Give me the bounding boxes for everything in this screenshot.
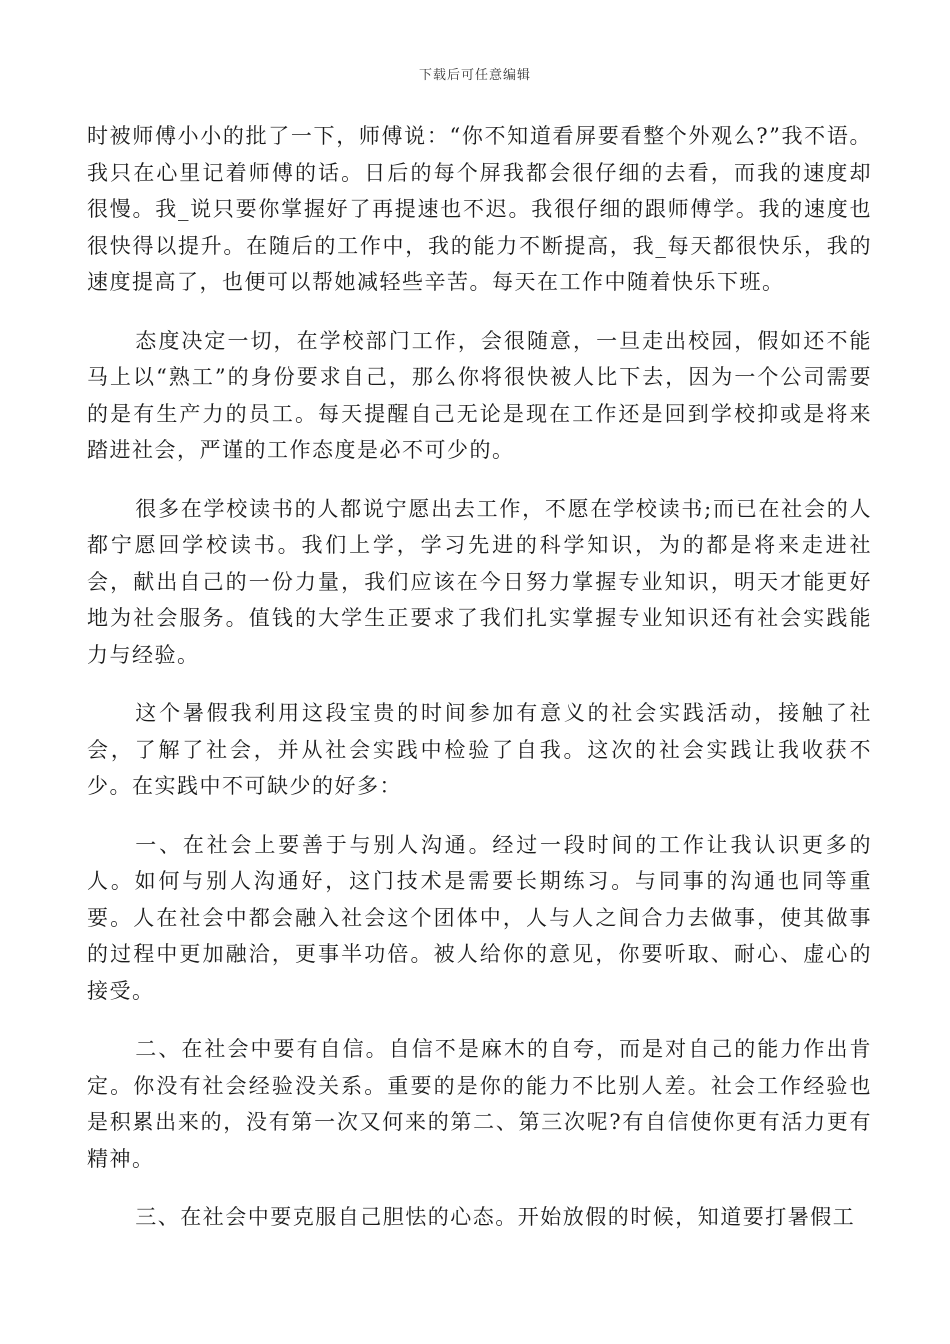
paragraph-3: 很多在学校读书的人都说宁愿出去工作，不愿在学校读书;而已在社会的人都宁愿回学校读书。我们上学，学习先进的科学知识，为的都是将来走进社会，献出自己的一份力量，我们应该在今日努力掌握专业知识，明天才能更好地为社会服务。值钱的大学生正要求了我们扎实掌握专业知识还有社会实践能力与经验。 xyxy=(87,496,872,667)
page-header: 下载后可任意编辑 xyxy=(418,68,531,83)
paragraph-5: 一、在社会上要善于与别人沟通。经过一段时间的工作让我认识更多的人。如何与别人沟通好，这门技术是需要长期练习。与同事的沟通也同等重要。人在社会中都会融入社会这个团体中，人与人之间合力去做事，使其做事的过程中更加融洽，更事半功倍。被人给你的意见，你要听取、耐心、虚心的接受。 xyxy=(87,832,872,1003)
document-body xyxy=(87,118,872,1258)
paragraph-2: 态度决定一切，在学校部门工作，会很随意，一旦走出校园，假如还不能马上以“熟工”的身份要求自己，那么你将很快被人比下去，因为一个公司需要的是有生产力的员工。每天提醒自己无论是现在工作还是回到学校抑或是将来踏进社会，严谨的工作态度是必不可少的。 xyxy=(87,328,872,462)
paragraph-6: 二、在社会中要有自信。自信不是麻木的自夸，而是对自己的能力作出肯定。你没有社会经验没关系。重要的是你的能力不比别人差。社会工作经验也是积累出来的，没有第一次又何来的第二、第三次呢?有自信使你更有活力更有精神。 xyxy=(87,1037,872,1171)
paragraph-4: 这个暑假我利用这段宝贵的时间参加有意义的社会实践活动，接触了社会，了解了社会，并从社会实践中检验了自我。这次的社会实践让我收获不少。在实践中不可缺少的好多： xyxy=(87,701,872,798)
paragraph-1: 时被师傅小小的批了一下，师傅说：“你不知道看屏要看整个外观么?”我不语。我只在心里记着师傅的话。日后的每个屏我都会很仔细的去看，而我的速度却很慢。我_说只要你掌握好了再提速也不迟。我很仔细的跟师傅学。我的速度也很快得以提升。在随后的工作中，我的能力不断提高，我_每天都很快乐，我的速度提高了，也便可以帮她减轻些辛苦。每天在工作中随着快乐下班。 xyxy=(87,124,872,294)
paragraph-7: 三、在社会中要克服自己胆怯的心态。开始放假的时候，知道要打暑假工 xyxy=(135,1205,856,1229)
